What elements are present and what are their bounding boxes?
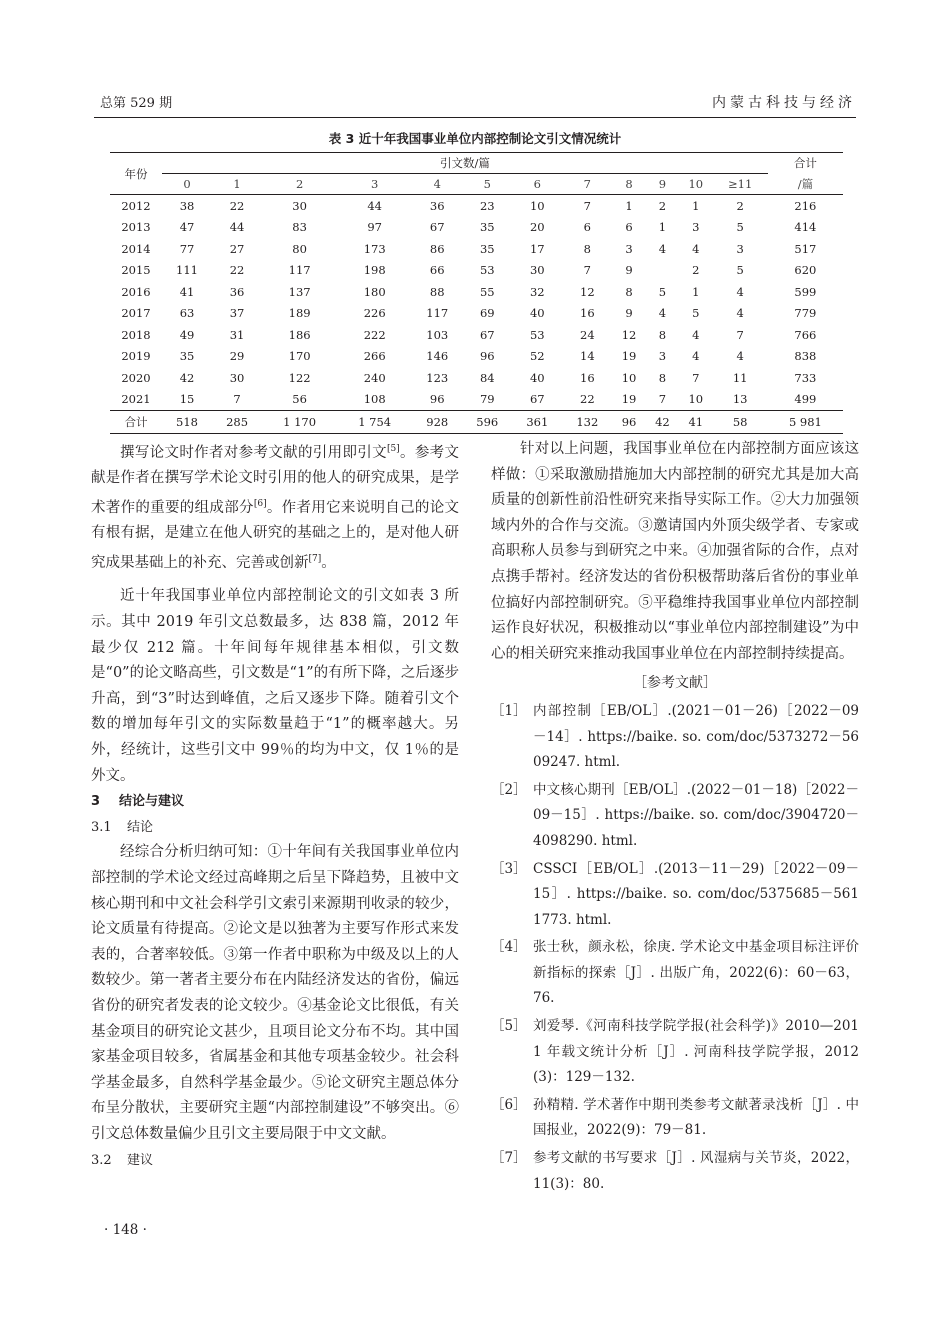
citation-count-column: 9 xyxy=(646,174,679,195)
table-cell: 35 xyxy=(179,349,195,364)
table-cell: 96 xyxy=(429,392,445,407)
table-cell: 361 xyxy=(512,411,562,434)
citation-header: 引文数/篇 xyxy=(162,153,768,174)
citation-count-column: 0 xyxy=(162,174,212,195)
table-cell: 596 xyxy=(462,411,512,434)
table-cell: 44 xyxy=(367,198,382,213)
section-heading xyxy=(91,789,459,815)
table-cell: 47 xyxy=(179,220,195,235)
row-label: 2013 xyxy=(121,220,151,235)
text: 撰写论文时作者对参考文献的引用即引文 xyxy=(120,444,387,461)
citation-count-column: 8 xyxy=(612,174,645,195)
table-cell: 53 xyxy=(529,327,545,342)
table-cell: 5 xyxy=(736,263,744,278)
table-cell xyxy=(646,260,679,282)
row-label: 2019 xyxy=(121,349,151,364)
table-cell: 103 xyxy=(426,327,449,342)
total-header: 合计 xyxy=(768,153,843,174)
table-cell: 12 xyxy=(580,284,595,299)
table-cell: 8 xyxy=(583,241,591,256)
row-label: 2016 xyxy=(121,284,151,299)
row-total: 414 xyxy=(794,220,817,235)
table-cell: 96 xyxy=(612,411,645,434)
table-cell: 22 xyxy=(580,392,595,407)
table-cell: 24 xyxy=(580,327,595,342)
table-cell: 37 xyxy=(229,306,245,321)
table-cell: 58 xyxy=(712,411,767,434)
citation-count-column: 6 xyxy=(512,174,562,195)
table-row xyxy=(110,389,843,411)
table-cell: 55 xyxy=(479,284,495,299)
table-cell: 9 xyxy=(625,306,633,321)
table-row xyxy=(110,346,843,368)
table-cell: 10 xyxy=(621,370,637,385)
citation-table xyxy=(110,152,843,434)
table-cell: 96 xyxy=(479,349,495,364)
table-cell: 41 xyxy=(179,284,195,299)
table-cell: 3 xyxy=(692,220,700,235)
table-cell: 198 xyxy=(363,263,386,278)
table-cell: 13 xyxy=(732,392,748,407)
subsection-number: 3.1 xyxy=(91,819,112,835)
table-cell: 40 xyxy=(529,306,545,321)
journal-title: 内蒙古科技与经济 xyxy=(712,95,856,111)
table-cell: 19 xyxy=(621,349,637,364)
table-cell: 77 xyxy=(179,241,195,256)
table-cell: 4 xyxy=(692,349,700,364)
reference-list xyxy=(491,699,859,1197)
reference-item xyxy=(491,699,859,776)
row-label: 2014 xyxy=(121,241,151,256)
row-label: 2021 xyxy=(121,392,151,407)
table-cell: 137 xyxy=(288,284,311,299)
header-rule xyxy=(94,117,856,118)
citation-count-column: 4 xyxy=(412,174,462,195)
table-cell: 189 xyxy=(288,306,311,321)
table-cell: 1 xyxy=(658,220,667,235)
paragraph: 经综合分析归纳可知：①十年间有关我国事业单位内部控制的学术论文经过高峰期之后呈下降趋势，且被中文核心期刊和中文社会科学引文索引来源期刊收录的较少，论文质量有待提高。②论文是以独著为主要写作形式来发表的，合著率较低。③第一作者中职称为中级及以上的人数较少。第一著者主要分布在内陆经济发达的省份，偏远省份的研究者发表的论文较少。④基金论文比很低，有关基金项目的研究论文甚少，且项目论文分布不均。其中国家基金项目较多，省属基金和其他专项基金较少。社会科学基金最多，自然科学基金最少。⑤论文研究主题总体分布呈分散状，主要研究主题“内部控制建设”不够突出。⑥引文总体数量偏少且引文主要局限于中文文献。 xyxy=(91,844,459,1142)
table-cell: 19 xyxy=(621,392,637,407)
table-cell: 222 xyxy=(363,327,386,342)
table-cell: 88 xyxy=(429,284,445,299)
table-row xyxy=(110,411,843,434)
table-cell: 7 xyxy=(233,392,241,407)
row-total: 216 xyxy=(794,198,817,213)
table-cell: 69 xyxy=(479,306,495,321)
citation-count-column: 10 xyxy=(679,174,712,195)
table-cell: 4 xyxy=(736,349,744,364)
row-total: 517 xyxy=(794,241,817,256)
table-cell: 5 xyxy=(658,284,667,299)
table-cell: 226 xyxy=(363,306,386,321)
table-cell: 17 xyxy=(529,241,545,256)
table-cell: 1 xyxy=(692,198,700,213)
table-cell: 30 xyxy=(529,263,545,278)
table-cell: 4 xyxy=(658,306,667,321)
table-cell: 86 xyxy=(429,241,445,256)
citation-mark: [7] xyxy=(308,554,322,565)
paragraph xyxy=(91,437,459,576)
table-cell: 14 xyxy=(580,349,595,364)
table-cell: 7 xyxy=(583,263,591,278)
table-cell: 6 xyxy=(583,220,591,235)
citation-count-column: 1 xyxy=(212,174,262,195)
table-cell: 97 xyxy=(367,220,382,235)
table-cell: 38 xyxy=(179,198,195,213)
table-cell: 22 xyxy=(229,263,245,278)
table-cell: 23 xyxy=(479,198,495,213)
reference-text: 参考文献的书写要求［J］. 风湿病与关节炎，2022，11(3)：80. xyxy=(533,1150,859,1192)
table-cell: 1 170 xyxy=(262,411,337,434)
table-row xyxy=(110,260,843,282)
page-number: · 148 · xyxy=(104,1222,147,1238)
citation-count-column: 7 xyxy=(562,174,612,195)
table-cell: 111 xyxy=(176,263,198,278)
table-cell: 52 xyxy=(529,349,545,364)
row-total: 5 981 xyxy=(768,411,843,434)
subsection-heading xyxy=(91,815,459,841)
reference-number: ［1］ xyxy=(491,702,527,719)
references-heading: ［参考文献］ xyxy=(633,675,717,692)
row-total: 733 xyxy=(794,370,817,385)
table-cell: 173 xyxy=(363,241,386,256)
table-cell: 180 xyxy=(363,284,386,299)
row-total: 779 xyxy=(794,306,817,321)
table-cell: 30 xyxy=(229,370,245,385)
table-cell: 108 xyxy=(363,392,386,407)
table-cell: 4 xyxy=(736,284,744,299)
table-cell: 35 xyxy=(479,241,495,256)
left-column xyxy=(91,437,459,1173)
citation-count-column: ≥11 xyxy=(712,174,767,195)
table-row xyxy=(110,195,843,217)
right-column xyxy=(491,437,859,1199)
text: 。参考文献是作者在撰写学术论文时引用的他人的研究成果，是学术著作的重要的组成部分 xyxy=(91,444,460,516)
table-row xyxy=(110,281,843,303)
table-cell: 4 xyxy=(658,241,667,256)
table-cell: 16 xyxy=(580,370,595,385)
table-cell: 20 xyxy=(529,220,545,235)
citation-mark: [6] xyxy=(253,499,267,510)
table-cell: 83 xyxy=(292,220,307,235)
section-number: 3 xyxy=(91,794,101,810)
table-cell: 32 xyxy=(529,284,545,299)
table-cell: 186 xyxy=(288,327,311,342)
table-cell: 16 xyxy=(580,306,595,321)
row-label: 2012 xyxy=(121,198,151,213)
reference-number: ［6］ xyxy=(491,1096,527,1113)
citation-mark: [5] xyxy=(386,444,400,454)
table-cell: 22 xyxy=(229,198,245,213)
table-cell: 8 xyxy=(625,284,633,299)
table-cell: 266 xyxy=(363,349,386,364)
reference-number: ［3］ xyxy=(491,860,527,877)
table-cell: 4 xyxy=(692,241,700,256)
text: 。作者用它来说明自己的论文有根有据，是建立在他人研究的基础之上的，是对他人研究成果基础上的补充、完善或创新 xyxy=(91,499,460,571)
table-cell: 49 xyxy=(179,327,195,342)
table-cell: 146 xyxy=(426,349,449,364)
row-label: 2020 xyxy=(121,370,151,385)
table-cell: 63 xyxy=(179,306,195,321)
table-cell: 44 xyxy=(229,220,245,235)
reference-number: ［5］ xyxy=(491,1018,527,1035)
table-cell: 3 xyxy=(625,241,633,256)
paragraph: 针对以上问题，我国事业单位在内部控制方面应该这样做：①采取激励措施加大内部控制的研究尤其是加大高质量的创新性前沿性研究来指导实际工作。②大力加强领域内外的合作与交流。③邀请国内外顶尖级学者、专家或高职称人员参与到研究之中来。④加强省际的合作，点对点携手帮衬。经济发达的省份积极帮助落后省份的事业单位搞好内部控制研究。⑤平稳维持我国事业单位内部控制运作良好状况，积极推动以“事业单位内部控制建设”为中心的相关研究来推动我国事业单位在内部控制持续提高。 xyxy=(491,441,859,662)
subsection-title: 结论 xyxy=(127,819,154,835)
table-cell: 10 xyxy=(529,198,545,213)
table-cell: 928 xyxy=(412,411,462,434)
total-header-unit: /篇 xyxy=(768,174,843,195)
citation-count-column: 5 xyxy=(462,174,512,195)
table-cell: 8 xyxy=(658,370,667,385)
reference-text: 刘爱琴.《河南科技学院学报(社会科学)》2010—2011 年载文统计分析［J］. 河南科技学院学报，2012(3)：129－132. xyxy=(533,1018,859,1086)
table-cell: 1 xyxy=(692,284,700,299)
table-cell: 240 xyxy=(363,370,386,385)
table-cell: 7 xyxy=(583,198,591,213)
table-cell: 7 xyxy=(736,327,744,342)
table-cell: 5 xyxy=(692,306,700,321)
table-cell: 1 754 xyxy=(337,411,412,434)
table-cell: 6 xyxy=(625,220,633,235)
reference-item xyxy=(491,935,859,1012)
table-cell: 1 xyxy=(625,198,633,213)
table-cell: 35 xyxy=(479,220,495,235)
table-cell: 5 xyxy=(736,220,744,235)
table-cell: 3 xyxy=(658,349,667,364)
row-total: 620 xyxy=(794,263,817,278)
table-cell: 31 xyxy=(229,327,245,342)
table-cell: 27 xyxy=(229,241,245,256)
reference-text: 内部控制［EB/OL］.(2021－01－26)［2022－09－14］. https://baike. so. com/doc/5373272－5609247. html. xyxy=(533,702,859,771)
table-cell: 170 xyxy=(288,349,311,364)
table-cell: 40 xyxy=(529,370,545,385)
table-row xyxy=(110,303,843,325)
row-total: 499 xyxy=(794,392,817,407)
journal-issue: 总第 529 期 xyxy=(100,96,173,111)
reference-text: 张士秋，颜永松，徐庚. 学术论文中基金项目标注评价新指标的探索［J］. 出版广角，2022(6)：60－63，76. xyxy=(533,939,859,1007)
table-cell: 117 xyxy=(426,306,449,321)
reference-text: 中文核心期刊［EB/OL］.(2022－01－18)［2022－09－15］. https://baike. so. com/doc/3904720－4098290. html. xyxy=(533,781,859,849)
table-cell: 2 xyxy=(692,263,700,278)
reference-number: ［7］ xyxy=(491,1150,527,1167)
table-cell: 117 xyxy=(288,263,311,278)
text: 。 xyxy=(321,554,336,571)
table-cell: 67 xyxy=(529,392,545,407)
subsection-number: 3.2 xyxy=(91,1152,112,1168)
table-cell: 4 xyxy=(692,327,700,342)
row-total: 838 xyxy=(794,349,817,364)
table-cell: 285 xyxy=(212,411,262,434)
table-caption: 表 3 近十年我国事业单位内部控制论文引文情况统计 xyxy=(328,131,622,146)
row-label: 2018 xyxy=(121,327,151,342)
row-total: 599 xyxy=(794,284,817,299)
table-cell: 2 xyxy=(658,198,667,213)
table-cell: 42 xyxy=(179,370,195,385)
table-cell: 67 xyxy=(479,327,495,342)
table-cell: 30 xyxy=(292,198,307,213)
table-cell: 2 xyxy=(736,198,744,213)
row-label: 合计 xyxy=(110,411,162,434)
table-cell: 518 xyxy=(162,411,212,434)
table-cell: 84 xyxy=(479,370,495,385)
paragraph: 近十年我国事业单位内部控制论文的引文如表 3 所示。其中 2019 年引文总数最多，达 838 篇，2012 年最少仅 212 篇。十年间每年规律基本相似，引文数是“0”的论文略高些，引文数是“1”的有所下降，之后逐步升高，到“3”时达到峰值，之后又逐步下降。随着引文个数的增加每年引文的实际数量趋于“1”的概率越大。另外，经统计，这些引文中 99％的均为中文，仅 1％的是外文。 xyxy=(91,588,459,784)
reference-item xyxy=(491,1093,859,1144)
table-cell: 67 xyxy=(429,220,445,235)
table-cell: 42 xyxy=(646,411,679,434)
table-cell: 7 xyxy=(658,392,667,407)
reference-item xyxy=(491,1014,859,1091)
table-row xyxy=(110,217,843,239)
table-cell: 29 xyxy=(229,349,245,364)
table-cell: 123 xyxy=(426,370,449,385)
table-cell: 10 xyxy=(688,392,704,407)
reference-item xyxy=(491,1146,859,1197)
table-row xyxy=(110,324,843,346)
reference-number: ［2］ xyxy=(491,781,527,798)
reference-item xyxy=(491,857,859,934)
table-cell: 9 xyxy=(625,263,633,278)
table-cell: 66 xyxy=(429,263,445,278)
row-total: 766 xyxy=(794,327,817,342)
table-cell: 80 xyxy=(292,241,307,256)
subsection-title: 建议 xyxy=(127,1152,154,1168)
reference-text: 孙精精. 学术著作中期刊类参考文献著录浅析［J］. 中国报业，2022(9)：79－81. xyxy=(533,1096,859,1139)
row-label: 2015 xyxy=(121,263,151,278)
year-header: 年份 xyxy=(110,153,162,195)
table-cell: 3 xyxy=(736,241,744,256)
table-cell: 36 xyxy=(229,284,245,299)
table-cell: 41 xyxy=(679,411,712,434)
table-cell: 12 xyxy=(621,327,637,342)
table-cell: 15 xyxy=(179,392,195,407)
row-label: 2017 xyxy=(121,306,151,321)
table-cell: 36 xyxy=(429,198,445,213)
table-row xyxy=(110,367,843,389)
subsection-heading xyxy=(91,1148,459,1174)
table-cell: 132 xyxy=(562,411,612,434)
reference-text: CSSCI［EB/OL］.(2013－11－29)［2022－09－15］. https://baike. so. com/doc/5375685－5611773. html. xyxy=(533,860,859,928)
table-cell: 11 xyxy=(732,370,748,385)
table-cell: 7 xyxy=(692,370,700,385)
table-cell: 4 xyxy=(736,306,744,321)
section-title: 结论与建议 xyxy=(119,794,185,810)
reference-item xyxy=(491,778,859,855)
table-cell: 53 xyxy=(479,263,495,278)
table-cell: 56 xyxy=(292,392,307,407)
table-row xyxy=(110,238,843,260)
citation-count-column: 2 xyxy=(262,174,337,195)
reference-number: ［4］ xyxy=(491,939,527,956)
table-cell: 122 xyxy=(288,370,311,385)
table-cell: 79 xyxy=(479,392,495,407)
citation-count-column: 3 xyxy=(337,174,412,195)
table-cell: 8 xyxy=(658,327,667,342)
